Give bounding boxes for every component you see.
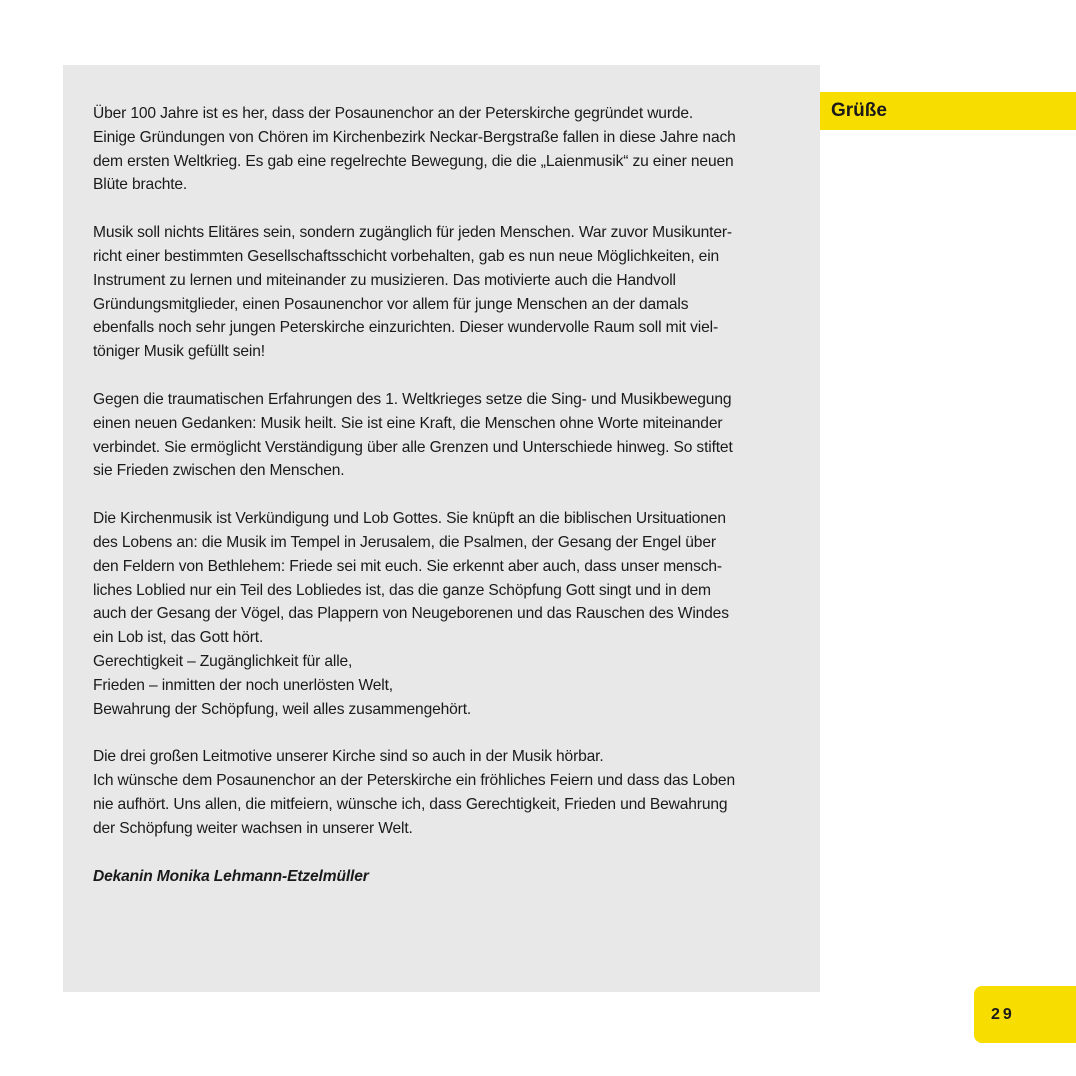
paragraph-line: der Schöpfung weiter wachsen in unserer Welt. <box>93 819 413 837</box>
paragraph-line: Instrument zu lernen und miteinander zu musizieren. Das motivierte auch die Handvoll <box>93 271 676 289</box>
paragraph-line: richt einer bestimmten Gesellschaftsschicht vorbehalten, gab es nun neue Möglichkeiten, ein <box>93 247 720 265</box>
paragraph-line: Musik soll nichts Elitäres sein, sondern zugänglich für jeden Menschen. War zuvor Musikunter- <box>93 224 732 242</box>
paragraph-line: Blüte brachte. <box>93 176 188 194</box>
paragraph-line: ebenfalls noch sehr jungen Peterskirche einzurichten. Dieser wundervolle Raum soll mit viel- <box>93 319 718 337</box>
article-body <box>93 102 810 841</box>
paragraph-line: nie aufhört. Uns allen, die mitfeiern, wünsche ich, dass Gerechtigkeit, Frieden und Bewahrung <box>93 795 728 813</box>
article-paragraph <box>93 102 810 197</box>
paragraph-line: Ich wünsche dem Posaunenchor an der Peterskirche ein fröhliches Feiern und dass das Loben <box>93 772 735 790</box>
article-paragraph <box>93 388 810 483</box>
paragraph-line: Die drei großen Leitmotive unserer Kirche sind so auch in der Musik hörbar. <box>93 748 604 766</box>
paragraph-line: einen neuen Gedanken: Musik heilt. Sie ist eine Kraft, die Menschen ohne Worte miteinander <box>93 414 723 432</box>
paragraph-line: töniger Musik gefüllt sein! <box>93 343 265 361</box>
paragraph-line: Gegen die traumatischen Erfahrungen des 1. Weltkrieges setze die Sing- und Musikbewegung <box>93 390 732 408</box>
paragraph-line: Frieden – inmitten der noch unerlösten Welt, <box>93 676 393 694</box>
article-paragraph <box>93 221 810 364</box>
section-title-tab <box>820 92 1076 130</box>
paragraph-line: dem ersten Weltkrieg. Es gab eine regelrechte Bewegung, die die „Laienmusik“ zu einer neuen <box>93 152 734 170</box>
page-number-box <box>974 986 1076 1043</box>
article-paragraph <box>93 507 810 721</box>
section-title: Grüße <box>831 100 887 121</box>
paragraph-line: verbindet. Sie ermöglicht Verständigung über alle Grenzen und Unterschiede hinweg. So stiftet <box>93 438 733 456</box>
paragraph-line: Über 100 Jahre ist es her, dass der Posaunenchor an der Peterskirche gegründet wurde. <box>93 105 694 122</box>
paragraph-line: auch der Gesang der Vögel, das Plappern von Neugeborenen und das Rauschen des Windes <box>93 605 729 623</box>
paragraph-line: Gründungsmitglieder, einen Posaunenchor vor allem für junge Menschen an der damals <box>93 295 689 313</box>
article-paragraph <box>93 745 810 840</box>
paragraph-line: Gerechtigkeit – Zugänglichkeit für alle, <box>93 652 353 670</box>
page-number: 29 <box>991 1005 1015 1023</box>
paragraph-line: Bewahrung der Schöpfung, weil alles zusammengehört. <box>93 700 472 718</box>
paragraph-line: Einige Gründungen von Chören im Kirchenbezirk Neckar-Bergstraße fallen in diese Jahre nach <box>93 128 736 146</box>
paragraph-line: liches Loblied nur ein Teil des Lobliedes ist, das die ganze Schöpfung Gott singt und in dem <box>93 581 711 599</box>
paragraph-line: sie Frieden zwischen den Menschen. <box>93 462 345 480</box>
paragraph-line: Die Kirchenmusik ist Verkündigung und Lob Gottes. Sie knüpft an die biblischen Ursituationen <box>93 510 726 528</box>
paragraph-line: des Lobens an: die Musik im Tempel in Jerusalem, die Psalmen, der Gesang der Engel über <box>93 533 716 551</box>
paragraph-line: den Feldern von Bethlehem: Friede sei mit euch. Sie erkennt aber auch, dass unser mensch- <box>93 557 722 575</box>
article-panel <box>63 65 820 992</box>
paragraph-line: ein Lob ist, das Gott hört. <box>93 629 264 647</box>
author-signature: Dekanin Monika Lehmann-Etzelmüller <box>93 867 369 885</box>
